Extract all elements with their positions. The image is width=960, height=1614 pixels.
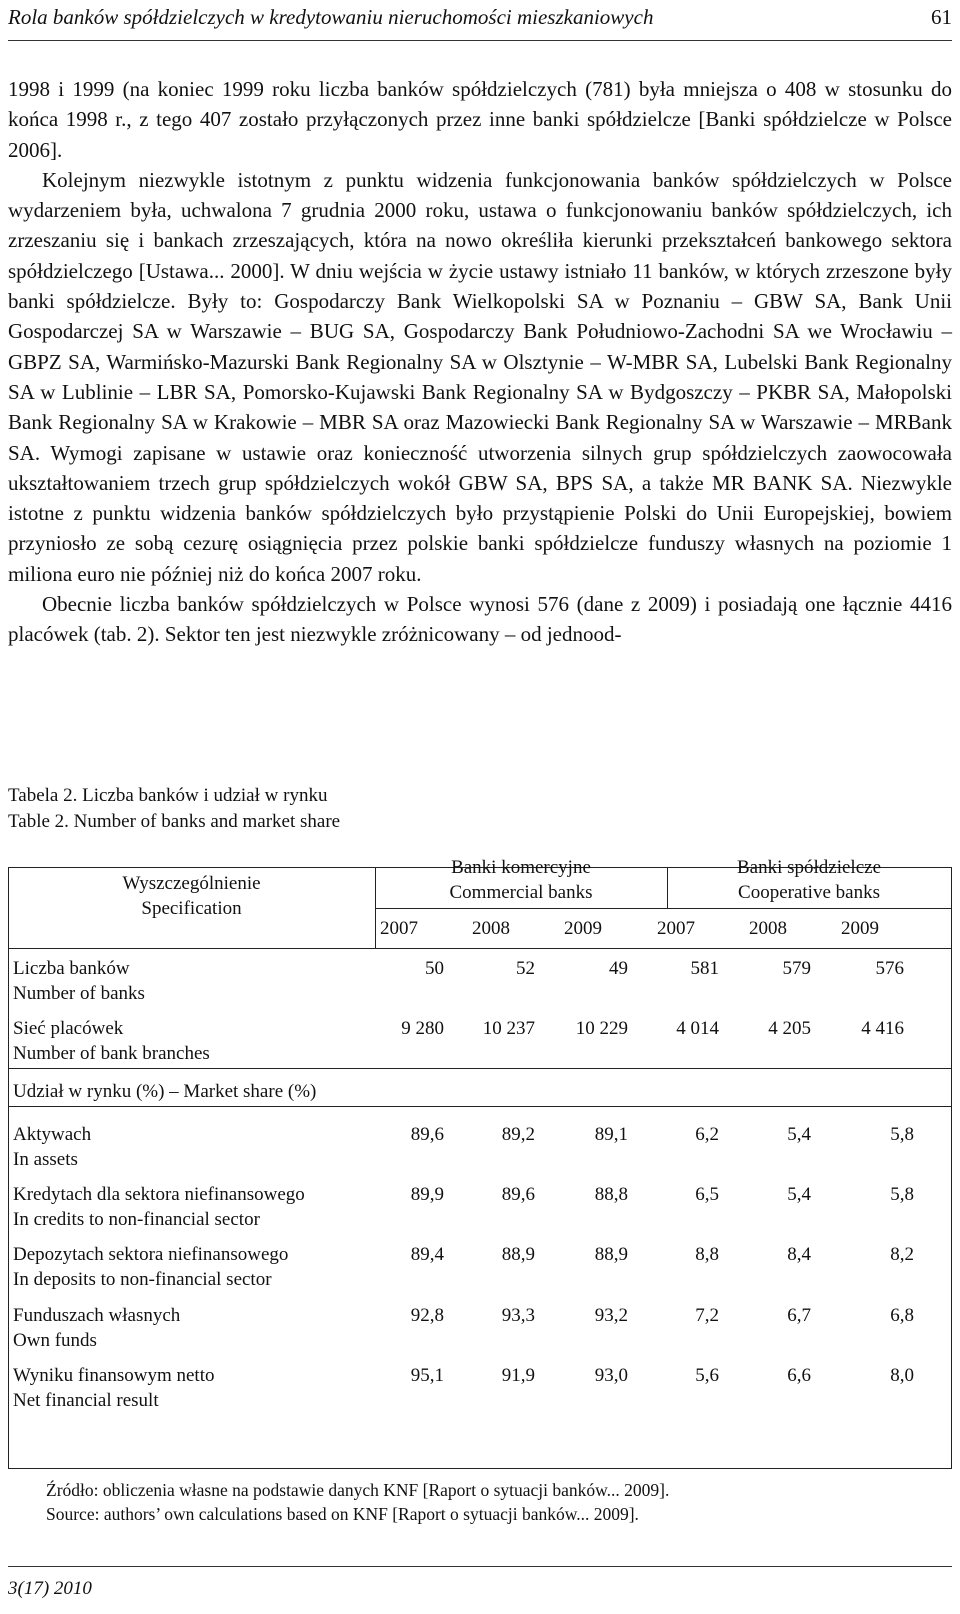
row-label bbox=[13, 1016, 210, 1066]
row-label-pl: Funduszach własnych bbox=[13, 1305, 181, 1326]
row-label-en: Number of bank branches bbox=[13, 1043, 210, 1064]
table-cell: 6,2 bbox=[695, 1124, 719, 1145]
row-label-pl: Sieć placówek bbox=[13, 1018, 124, 1039]
row-label bbox=[13, 1122, 91, 1172]
table-bottom-rule bbox=[8, 1468, 952, 1469]
table-caption-pl: Tabela 2. Liczba banków i udział w rynku bbox=[8, 785, 328, 806]
table-cell: 89,6 bbox=[501, 1184, 535, 1205]
commercial-banks-header bbox=[375, 855, 667, 905]
row-label bbox=[13, 1182, 305, 1232]
cooperative-header-en: Cooperative banks bbox=[738, 882, 880, 903]
table-cell: 8,2 bbox=[890, 1244, 914, 1265]
table-cell: 52 bbox=[516, 958, 535, 979]
row-label bbox=[13, 1242, 288, 1292]
group-header-rule bbox=[375, 908, 952, 909]
cooperative-header-pl: Banki spółdzielcze bbox=[736, 857, 882, 878]
row-label bbox=[13, 956, 145, 1006]
table-cell: 6,6 bbox=[787, 1365, 811, 1386]
table-cell: 88,9 bbox=[594, 1244, 628, 1265]
cooperative-banks-header bbox=[667, 855, 951, 905]
row-label-pl: Kredytach dla sektora niefinansowego bbox=[13, 1184, 305, 1205]
section-bottom-rule bbox=[8, 1106, 952, 1107]
row-label-en: In credits to non-financial sector bbox=[13, 1209, 260, 1230]
year-header: 2009 bbox=[841, 918, 879, 939]
data-table bbox=[8, 857, 952, 1469]
row-label-en: In deposits to non-financial sector bbox=[13, 1269, 272, 1290]
year-header: 2007 bbox=[657, 918, 695, 939]
table-cell: 50 bbox=[425, 958, 444, 979]
table-cell: 4 416 bbox=[861, 1018, 904, 1039]
year-header: 2008 bbox=[749, 918, 787, 939]
header-rule bbox=[8, 40, 952, 41]
table-cell: 6,5 bbox=[695, 1184, 719, 1205]
table-cell: 95,1 bbox=[410, 1365, 444, 1386]
table-cell: 10 229 bbox=[575, 1018, 628, 1039]
table-cell: 7,2 bbox=[695, 1305, 719, 1326]
table-cell: 89,1 bbox=[594, 1124, 628, 1145]
table-cell: 10 237 bbox=[482, 1018, 535, 1039]
spec-header bbox=[8, 871, 375, 921]
row-label-en: In assets bbox=[13, 1149, 78, 1170]
section-top-rule bbox=[8, 1068, 952, 1069]
row-label-en: Net financial result bbox=[13, 1390, 159, 1411]
row-label bbox=[13, 1303, 180, 1353]
table-cell: 49 bbox=[609, 958, 628, 979]
row-label-pl: Liczba banków bbox=[13, 958, 130, 979]
table-cell: 91,9 bbox=[501, 1365, 535, 1386]
table-cell: 92,8 bbox=[410, 1305, 444, 1326]
page-number: 61 bbox=[931, 4, 952, 29]
table-cell: 93,3 bbox=[501, 1305, 535, 1326]
table-cell: 4 014 bbox=[676, 1018, 719, 1039]
row-label bbox=[13, 1363, 215, 1413]
table-cell: 576 bbox=[875, 958, 904, 979]
table-left-rule bbox=[8, 867, 9, 1469]
table-source-en: Source: authors’ own calculations based on KNF [Raport o sytuacji banków... 2009]. bbox=[46, 1504, 639, 1524]
table-cell: 9 280 bbox=[401, 1018, 444, 1039]
table-cell: 8,0 bbox=[890, 1365, 914, 1386]
year-header: 2008 bbox=[472, 918, 510, 939]
year-header: 2009 bbox=[564, 918, 602, 939]
table-caption-en: Table 2. Number of banks and market share bbox=[8, 811, 341, 832]
footer-rule bbox=[8, 1566, 952, 1567]
table-cell: 5,8 bbox=[890, 1124, 914, 1145]
running-title: Rola banków spółdzielczych w kredytowaniu nieruchomości mieszkaniowych bbox=[8, 4, 654, 29]
running-head bbox=[8, 2, 952, 32]
spec-header-en: Specification bbox=[141, 898, 242, 919]
table-cell: 579 bbox=[782, 958, 811, 979]
row-label-pl: Aktywach bbox=[13, 1124, 92, 1145]
paragraph-2: Kolejnym niezwykle istotnym z punktu widzenia funkcjonowania banków spółdzielczych w Polsce wydarzeniem była, uchwalona 7 grudnia 2000 roku, ustawa o funkcjonowaniu banków spółdzielczych, ich zrzeszaniu się i bankach zrzeszających, która na nowo określiła kierunki przekształceń bankowego sektora spółdzielczego [Ustawa... 2000]. W dniu wejścia w życie ustawy istniało 11 banków, w których zrzeszone były banki spółdzielcze. Były to: Gospodarczy Bank Wielkopolski SA w Poznaniu – GBW SA, Bank Unii Gospodarczej SA w Warszawie – BUG SA, Gospodarczy Bank Południowo-Zachodni SA we Wrocławiu – GBPZ SA, Warmińsko-Mazurski Bank Regionalny SA w Olsztynie – W-MBR SA, Lubelski Bank Regionalny SA w Lublinie – LBR SA, Pomorsko-Kujawski Bank Regionalny SA w Bydgoszczy – PKBR SA, Małopolski Bank Regionalny SA w Krakowie – MBR SA oraz Mazowiecki Bank Regionalny SA w Warszawie – MRBank SA. Wymogi zapisane w ustawie oraz konieczność utworzenia silnych grup spółdzielczych zaowocowała ukształtowaniem trzech grup spółdzielczych wokół GBW SA, BPS SA, a także MR BANK SA. Niezwykle istotne z punktu widzenia banków spółdzielczych było przystąpienie Polski do Unii Europejskiej, bowiem przyniosło ze sobą cezurę osiągnięcia przez polskie banki spółdzielcze funduszy własnych na poziomie 1 miliona euro nie później niż do końca 2007 roku. bbox=[8, 167, 952, 586]
table-cell: 89,4 bbox=[410, 1244, 444, 1265]
table-cell: 93,2 bbox=[594, 1305, 628, 1326]
table-cell: 6,8 bbox=[890, 1305, 914, 1326]
table-cell: 581 bbox=[690, 958, 719, 979]
table-right-rule bbox=[951, 867, 952, 1469]
header-bottom-rule bbox=[8, 948, 952, 949]
table-cell: 5,8 bbox=[890, 1184, 914, 1205]
row-label-pl: Wyniku finansowym netto bbox=[13, 1365, 215, 1386]
table-cell: 8,8 bbox=[695, 1244, 719, 1265]
table-cell: 89,6 bbox=[410, 1124, 444, 1145]
paragraph-3: Obecnie liczba banków spółdzielczych w Polsce wynosi 576 (dane z 2009) i posiadają one łącznie 4416 placówek (tab. 2). Sektor ten jest niezwykle zróżnicowany – od jednood- bbox=[8, 592, 952, 647]
section-label-market-share: Udział w rynku (%) – Market share (%) bbox=[13, 1081, 317, 1102]
commercial-header-pl: Banki komercyjne bbox=[451, 857, 591, 878]
table-cell: 5,4 bbox=[787, 1184, 811, 1205]
table-cell: 6,7 bbox=[787, 1305, 811, 1326]
issue-number: 3(17) 2010 bbox=[8, 1578, 92, 1599]
year-header: 2007 bbox=[380, 918, 418, 939]
row-label-en: Number of banks bbox=[13, 983, 145, 1004]
commercial-header-en: Commercial banks bbox=[449, 882, 593, 903]
row-label-en: Own funds bbox=[13, 1330, 97, 1351]
table-cell: 8,4 bbox=[787, 1244, 811, 1265]
body-text bbox=[8, 74, 952, 650]
table-cell: 93,0 bbox=[594, 1365, 628, 1386]
table-cell: 5,6 bbox=[695, 1365, 719, 1386]
table-cell: 5,4 bbox=[787, 1124, 811, 1145]
table-source-pl: Źródło: obliczenia własne na podstawie danych KNF [Raport o sytuacji banków... 2009]. bbox=[46, 1480, 670, 1500]
table-cell: 4 205 bbox=[768, 1018, 811, 1039]
table-cell: 89,9 bbox=[410, 1184, 444, 1205]
table-cell: 89,2 bbox=[501, 1124, 535, 1145]
spec-header-pl: Wyszczególnienie bbox=[122, 873, 261, 894]
paragraph-1: 1998 i 1999 (na koniec 1999 roku liczba banków spółdzielczych (781) była mniejsza o 408 w stosunku do końca 1998 r., z tego 407 zostało przyłączonych przez inne banki spółdzielcze [Banki spółdzielcze w Polsce 2006]. bbox=[8, 77, 952, 162]
table-cell: 88,8 bbox=[594, 1184, 628, 1205]
table-cell: 88,9 bbox=[501, 1244, 535, 1265]
row-label-pl: Depozytach sektora niefinansowego bbox=[13, 1244, 289, 1265]
